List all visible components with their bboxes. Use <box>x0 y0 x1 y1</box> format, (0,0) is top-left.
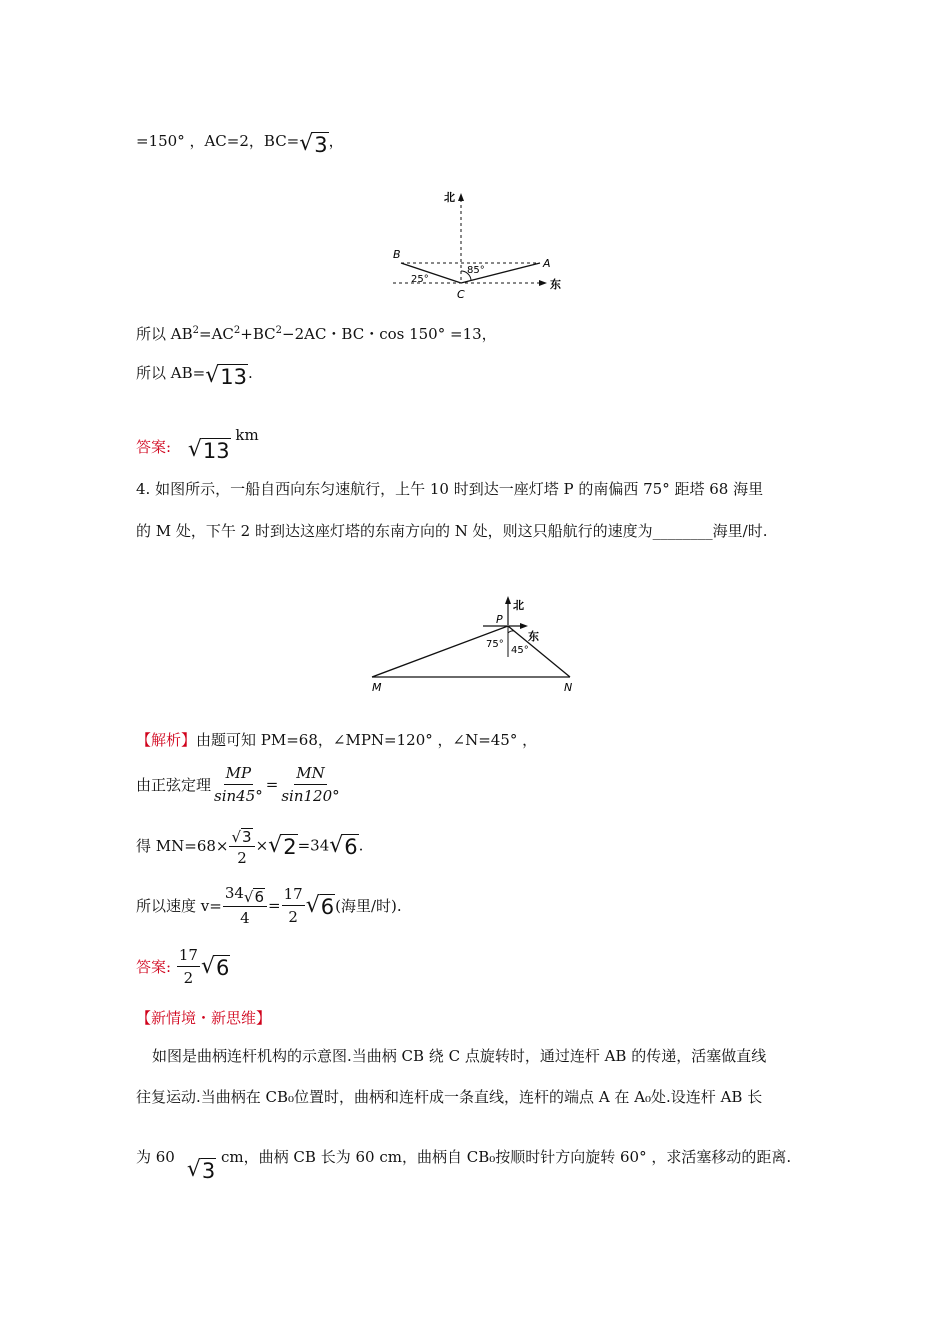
compass-diagram-bca <box>385 185 575 300</box>
fraction: √ 3 2 <box>229 822 254 869</box>
text-line: 所以 AB= √ 13 . <box>136 363 253 389</box>
paragraph-line: 往复运动.当曲柄在 CB₀位置时，曲柄和连杆成一条直线，连杆的端点 A 在 A₀处.设连杆 AB 长 <box>136 1088 763 1106</box>
point-c-label: C <box>457 288 465 300</box>
point-b-label: B <box>393 248 401 261</box>
answer-blank: ________ <box>652 522 713 540</box>
paragraph-line: 如图是曲柄连杆机构的示意图.当曲柄 CB 绕 C 点旋转时，通过连杆 AB 的传递，活塞做直线 <box>152 1047 767 1065</box>
section-tag-line <box>136 1007 271 1029</box>
sqrt-expression: √ 3 <box>186 1157 216 1183</box>
solution-tag: 【解析】 <box>136 731 197 749</box>
sqrt-expression: √ 13 <box>205 363 247 389</box>
point-m-label: M <box>372 681 382 694</box>
question-text: 4. 如图所示，一船自西向东匀速航行，上午 10 时到达一座灯塔 P 的南偏西 75° 距塔 68 海里 <box>136 480 764 498</box>
new-context-tag: 【新情境・新思维】 <box>136 1009 272 1027</box>
point-a-label: A <box>543 257 551 270</box>
paragraph-line: 为 60 √ 3 cm，曲柄 CB 长为 60 cm，曲柄自 CB₀按顺时针方向旋转 60° ，求活塞移动的距离. <box>136 1148 792 1183</box>
answer-label: 答案: <box>136 438 172 456</box>
angle-45-label: 45° <box>511 645 529 656</box>
point-n-label: N <box>564 681 573 694</box>
text-line: =150° ，AC=2，BC= √ 3 ， <box>136 131 344 157</box>
triangle-diagram-pmn <box>360 595 590 695</box>
answer-line: 答案: √ 13 km <box>136 426 259 463</box>
east-label: 东 <box>528 630 539 643</box>
sqrt-expression: √ 3 <box>299 131 328 157</box>
sqrt-expression: √ 13 <box>187 437 230 463</box>
fraction: $\frac{MN}{\sin 120^\circ}$ <box>281 764 340 805</box>
solution-line: 由正弦定理 $\frac{MP}{\sin 45^\circ}$ = $\frac{MN}{\sin 120^\circ}$ <box>136 764 340 805</box>
angle-85-label: 85° <box>467 265 485 276</box>
east-label: 东 <box>550 278 561 291</box>
fraction: 34 √ 6 4 <box>223 882 267 929</box>
solution-line: 所以速度 v= 34 √ 6 4 = $\frac{17}{2}$ √ 6 (海里/时). <box>136 884 402 927</box>
fraction: $\frac{MP}{\sin 45^\circ}$ <box>214 764 263 805</box>
angle-75-label: 75° <box>486 639 504 650</box>
fraction: $\frac{17}{2}$ <box>178 946 198 987</box>
fraction: $\frac{17}{2}$ <box>283 885 303 926</box>
point-p-label: P <box>496 613 503 626</box>
text-line: 所以 $AB^2=AC^2+BC^2-2AC$・BC・cos 150° =13， <box>136 325 497 343</box>
answer-line: 答案: $\frac{17}{2}$ √ 6 <box>136 946 230 987</box>
angle-25-label: 25° <box>411 274 429 285</box>
solution-line: 得 MN=68× √ 3 2 × √ 2 =34 √ 6 . <box>136 822 363 869</box>
answer-label: 答案: <box>136 958 172 976</box>
north-label: 北 <box>513 599 524 612</box>
question-text: 的 M 处，下午 2 时到达这座灯塔的东南方向的 N 处，则这只船航行的速度为________海里/时. <box>136 522 768 540</box>
north-label: 北 <box>444 191 455 204</box>
solution-line: 【解析】由题可知 PM=68，∠MPN=120° ，∠N=45° ， <box>136 731 538 749</box>
